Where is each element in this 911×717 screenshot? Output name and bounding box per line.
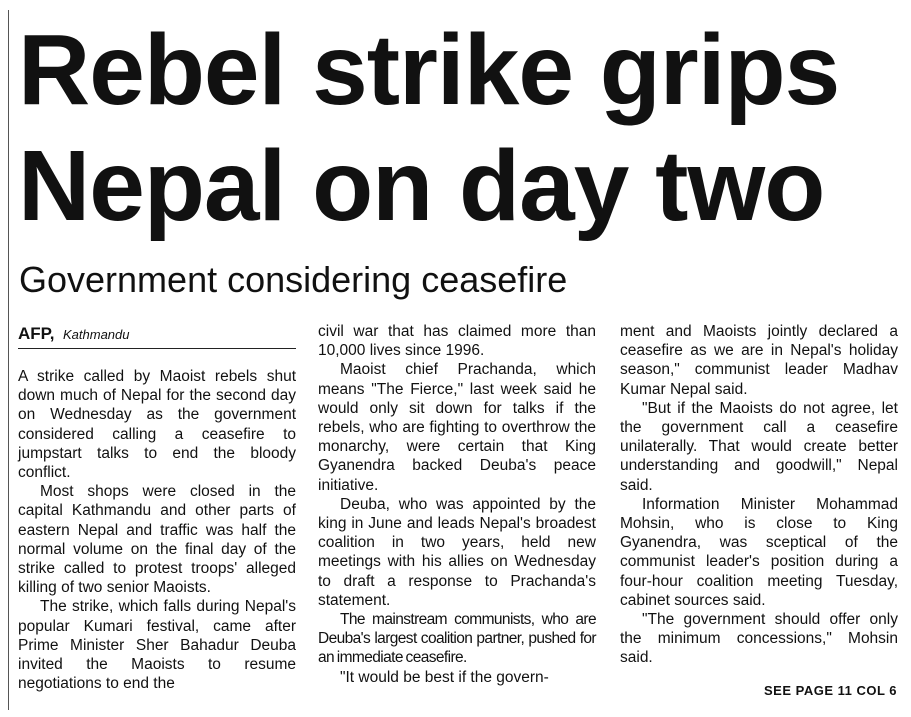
paragraph: The mainstream communists, who are Deuba's largest coalition partner, pushed for an immediate ceasefire. (318, 611, 596, 667)
headline: Rebel strike grips Nepal on day two (18, 14, 840, 242)
article-column-1 (18, 322, 296, 693)
paragraph: civil war that has claimed more than 10,000 lives since 1996. (318, 323, 596, 360)
paragraph: "It would be best if the govern- (340, 668, 549, 686)
paragraph: A strike called by Maoist rebels shut down much of Nepal for the second day on Wednesday as the government considered calling a ceasefire to jumpstart talks to end the bloody conflict. (18, 368, 296, 482)
byline-place: Kathmandu (63, 327, 130, 342)
paragraph: Deuba, who was appointed by the king in June and leads Nepal's broadest coalition in two years, held new meetings with his allies on Wednesday to draft a response to Prachanda's statement. (318, 495, 596, 609)
paragraph: Information Minister Mohammad Mohsin, who is close to King Gyanendra, was sceptical of the communist leader's position during a four-hour coalition meeting Tuesday, cabinet sources said. (620, 495, 898, 609)
byline-agency: AFP, (18, 324, 55, 343)
paragraph: "The government should offer only the minimum concessions," Mohsin said. (620, 611, 898, 667)
article-column-2 (318, 322, 596, 687)
paragraph: ment and Maoists jointly declared a ceasefire as we are in Nepal's holiday season," communist leader Madhav Kumar Nepal said. (620, 323, 898, 398)
byline (18, 322, 296, 349)
paragraph: Maoist chief Prachanda, which means "The Fierce," last week said he would only sit down for talks if the rebels, who are fighting to overthrow the monarchy, were certain that King Gyanendra backed Deuba's peace initiative. (318, 361, 596, 494)
subheadline: Government considering ceasefire (19, 259, 568, 300)
continuation-jump-line: SEE PAGE 11 COL 6 (763, 683, 897, 698)
paragraph: "But if the Maoists do not agree, let the government call a ceasefire unilaterally. That would create better understanding and goodwill," Nepal said. (620, 399, 898, 494)
paragraph: The strike, which falls during Nepal's popular Kumari festival, came after Prime Minister Sher Bahadur Deuba invited the Maoists to resume negotiations to end the (18, 598, 296, 693)
column-rule (8, 10, 9, 710)
paragraph: Most shops were closed in the capital Kathmandu and other parts of eastern Nepal and traffic was half the normal volume on the final day of the strike called to protest troops' alleged killing of two senior Maoists. (18, 483, 296, 597)
article-column-3 (620, 322, 898, 668)
